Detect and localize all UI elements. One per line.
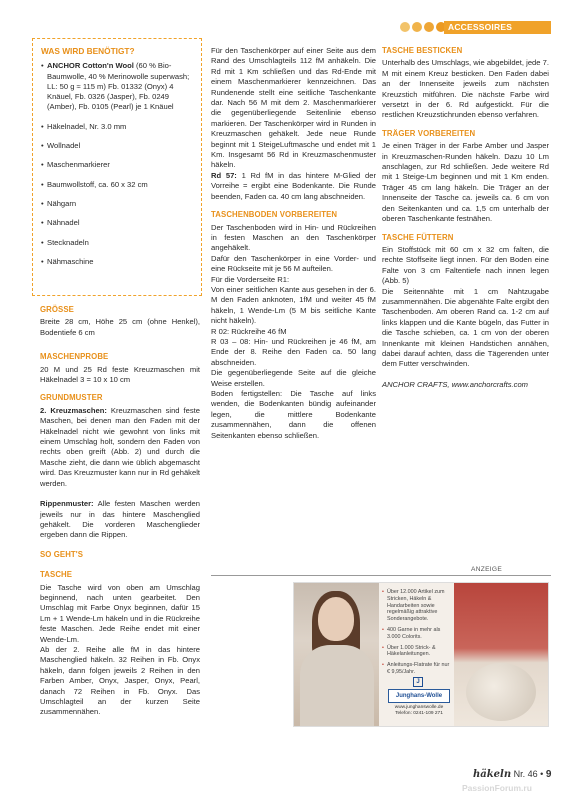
heading-fuettern: TASCHE FÜTTERN (382, 232, 454, 242)
paragraph: Der Taschenboden wird in Hin- und Rückreihen in festen Maschen an den Taschenkörper angehäkelt. (211, 222, 376, 253)
list-item: • Baumwollstoff, ca. 60 x 32 cm (41, 180, 193, 190)
paragraph (40, 499, 200, 541)
ad-phone: Telefon: 0241-109 271 (395, 711, 443, 716)
ad-bullet: • 400 Garne in mehr als 3.000 Colorits. (382, 627, 452, 641)
advertisement[interactable] (293, 582, 549, 727)
credit-line: ANCHOR CRAFTS, www.anchorcrafts.com (382, 379, 528, 389)
heading-tasche: TASCHE (40, 570, 73, 580)
term-label: Rd 57: (211, 170, 237, 180)
ad-bullet: • Über 12.000 Artikel zum Stricken, Häkeln & Handarbeiten sowie regelmäßig attraktive Sonderangebote. (382, 589, 452, 623)
list-item: • Nähgarn (41, 199, 193, 209)
paragraph: Je einen Träger in der Farbe Amber und Jasper in Kreuzmaschen-Runden häkeln. Dazu 10 Lm anschlagen, zur Rd schließen. Jede weitere Rd mit 1 Steige-Lm beginnen und mit 1 Km enden. Träger 45 cm lang häkeln. Die Träger an der Innenseite der Tasche ca. jeweils ca. 6 cm von den Seitenkanten und ca. 1,5 cm unterhalb der oberen Taschenkante festnähen. (382, 141, 549, 224)
paragraph (211, 171, 376, 202)
list-item: • Nähmaschine (41, 257, 193, 267)
ad-yarn-photo (454, 583, 549, 727)
paragraph: 20 M und 25 Rd feste Kreuzmaschen mit Häkelnadel 3 = 10 x 10 cm (40, 364, 200, 385)
watermark: PassionForum.ru (462, 783, 532, 793)
paragraph: Dafür den Taschenkörper in eine Vorder- und eine Rückseite mit je 56 M aufteilen. (211, 253, 376, 274)
ad-logo[interactable]: Junghans-Wolle (388, 689, 450, 703)
list-item: • Maschenmarkierer (41, 160, 193, 170)
heading-traeger: TRÄGER VORBEREITEN (382, 128, 476, 138)
paragraph: Die gegenüberliegende Seite auf die gleiche Weise erstellen. (211, 368, 376, 388)
list-item: • Häkelnadel, Nr. 3.0 mm (41, 122, 193, 132)
paragraph: Ab der 2. Reihe alle fM in das hintere Maschenglied häkeln. 32 Reihen in Fb. Onyx häkeln, dann folgen jeweils 2 Reihen in den Farben Amber, Onyx, Jasper, Onyx, Pearl, danach 72 Reihen in Fb. Onyx. Das Umschlagteil an der kurzen Seite zusammennähen. (40, 644, 200, 717)
ad-contact (386, 705, 452, 717)
paragraph: Für die Vorderseite R1: (211, 274, 290, 284)
paragraph (40, 406, 200, 489)
paragraph: Von einer seitlichen Kante aus gesehen in der 6. M den Faden anknoten, 1fM und weiter 45 fM häkeln, 1 Wende-Lm (5 M bis seitliche Kante nicht häkeln). (211, 284, 376, 326)
page-footer (473, 769, 551, 780)
column-right (382, 46, 549, 390)
page-indicator-dots (400, 21, 448, 33)
magazine-brand: häkeln (473, 769, 512, 780)
ad-bullet: • Anleitungs-Flatrate für nur € 9,95/Jahr. (382, 662, 452, 676)
yarn-detail: (60 % Bio-Baumwolle, 40 % Merinowolle superwash; LL: 50 g ≈ 115 m) Fb. 01332 (Onyx) 4 Knäuel, Fb. 0326 (Jasper), Fb. 0249 (Amber), Fb. 0105 (Pearl) je 1 Knäuel (47, 61, 190, 112)
ad-face-shape (318, 597, 354, 641)
heading-besticken: TASCHE BESTICKEN (382, 46, 463, 55)
indicator-dot (424, 22, 434, 32)
paragraph: Die Tasche wird von oben am Umschlag beginnend, nach unten gearbeitet. Den Umschlag mit Farbe Onyx beginnen, dafür 15 Lm + 1 Wende-Lm häkeln und in die Rückreihe feste Maschen. Jede Reihe endet mit einer Wende-Lm. (40, 582, 200, 644)
paragraph: Ein Stoffstück mit 60 cm x 32 cm falten, die rechte Stoffseite liegt innen. Für den Boden eine Falte von 3 cm Faltentiefe nach innen legen (Abb. 5) (382, 244, 549, 286)
materials-box (32, 38, 202, 296)
indicator-dot (412, 22, 422, 32)
ad-model-photo (294, 583, 379, 727)
logo-mark-icon: J (413, 677, 423, 687)
ad-sweater-shape (300, 645, 374, 727)
paragraph: Breite 28 cm, Höhe 25 cm (ohne Henkel), Bodentiefe 6 cm (40, 317, 200, 337)
heading-grundmuster: GRUNDMUSTER (40, 393, 103, 403)
materials-list (41, 61, 193, 267)
list-item: • Wollnadel (41, 141, 193, 151)
footer-separator: • (540, 769, 546, 779)
term-text: 1 Rd fM in das hintere M-Glied der Vorreihe = ergibt eine Bodenkante. Die Runde beenden, Faden ca. 40 cm lang abschneiden. (211, 170, 376, 201)
paragraph: Boden fertigstellen: Die Tasche auf links wenden, die Bodenkanten bündig aufeinander legen, die mittlere Bodenkante zusammennähen, dann die offenen Seitenkanten ebenso schließen. (211, 389, 376, 440)
ad-label: ANZEIGE (471, 566, 503, 573)
list-item: • Nähnadel (41, 218, 193, 228)
heading-groesse: GRÖSSE (40, 305, 74, 314)
section-tag: ACCESSOIRES (444, 21, 551, 34)
heading-so-gehts: SO GEHT'S (40, 549, 84, 559)
term-label: 2. Kreuzmaschen: (40, 405, 107, 415)
ad-divider (211, 575, 551, 576)
heading-maschenprobe: MASCHENPROBE (40, 352, 109, 362)
paragraph: Unterhalb des Umschlags, wie abgebildet, jede 7. M mit einem Kreuz besticken. Den Faden dabei an der Innenseite jeweils zum nächsten Kreuzstich mitführen. Die nächste Farbe wird versetzt in der 6. Rd aufgestickt. Für die restlichen Kreuzstichrunden ebenso verfahren. (382, 58, 549, 120)
column-left (40, 305, 200, 718)
paragraph: Die Seitennähte mit 1 cm Nahtzugabe zusammennähen. Die abgenähte Falte ergibt den Taschenboden. Am oberen Rand ca. 1-2 cm auf links klappen und die Kante bügeln, das Futter in die Tasche schieben, ca. 1 cm von der oberen Innenkante mit kleinen Handstichen annähen, dabei darauf achten, dass die Tägerenden unter dem Futter verschwinden. (382, 286, 549, 369)
ad-bullet: • Über 1.000 Strick- & Häkelanleitungen. (382, 645, 452, 659)
indicator-dot (400, 22, 410, 32)
heading-taschenboden: TASCHENBODEN VORBEREITEN (211, 210, 338, 220)
paragraph: R 02: Rückreihe 46 fM (211, 326, 287, 336)
yarn-name: ANCHOR Cotton'n Wool (47, 61, 134, 71)
list-item: • Stecknadeln (41, 238, 193, 248)
term-label: Rippenmuster: (40, 499, 94, 509)
yarn-ball-icon (466, 663, 536, 721)
paragraph: Für den Taschenkörper auf einer Seite aus dem Rand des Umschlagteils 112 fM anhäkeln. Die Rd mit 1 Km schließen und das Rd-Ende mit einem Maschenmarkierer kennzeichnen. Das Rundenende stellt eine seitliche Taschenkante dar. Nach 56 M mit dem 2. Maschenmarkierer die gegenüberliegende Seitenlinie ebenso markieren. Der Taschenkörper wird in Runden in Kreuzmaschen gehäkelt. Jede neue Runde beginnt mit 1 SteigeLuftmasche und endet mit 1 Km. Insgesamt 56 Rd in Kreuzmaschenmuster häkeln. (211, 46, 376, 170)
page-number: 9 (545, 769, 552, 780)
materials-title: WAS WIRD BENÖTIGT? (41, 46, 135, 56)
list-item (41, 61, 193, 112)
term-text: Kreuzmaschen sind feste Maschen, bei denen man den Faden mit der Häkelnadel nicht wie gewohnt von links mit einem Umschlag holt, sondern den Faden von rechts oben greift (Abb. 2) und durch die Masche zieht, die dann wie üblich abgemascht wird. Das Kreuzmuster kann nur in Rd gehäkelt werden. (40, 405, 200, 488)
term-text: Alle festen Maschen werden jeweils nur in das hintere Maschenglied gehäkelt. Die vorderen Maschenglieder ergeben dann die Rippen. (40, 499, 200, 540)
issue-number: Nr. 46 (513, 769, 538, 779)
ad-url[interactable]: www.junghanswolle.de (394, 705, 444, 710)
ad-bullets (382, 589, 452, 680)
paragraph: R 03 – 08: Hin- und Rückreihen je 46 fM, am Ende der 8. Reihe den Faden ca. 50 lang abschneiden. (211, 336, 376, 367)
column-middle (211, 46, 376, 441)
